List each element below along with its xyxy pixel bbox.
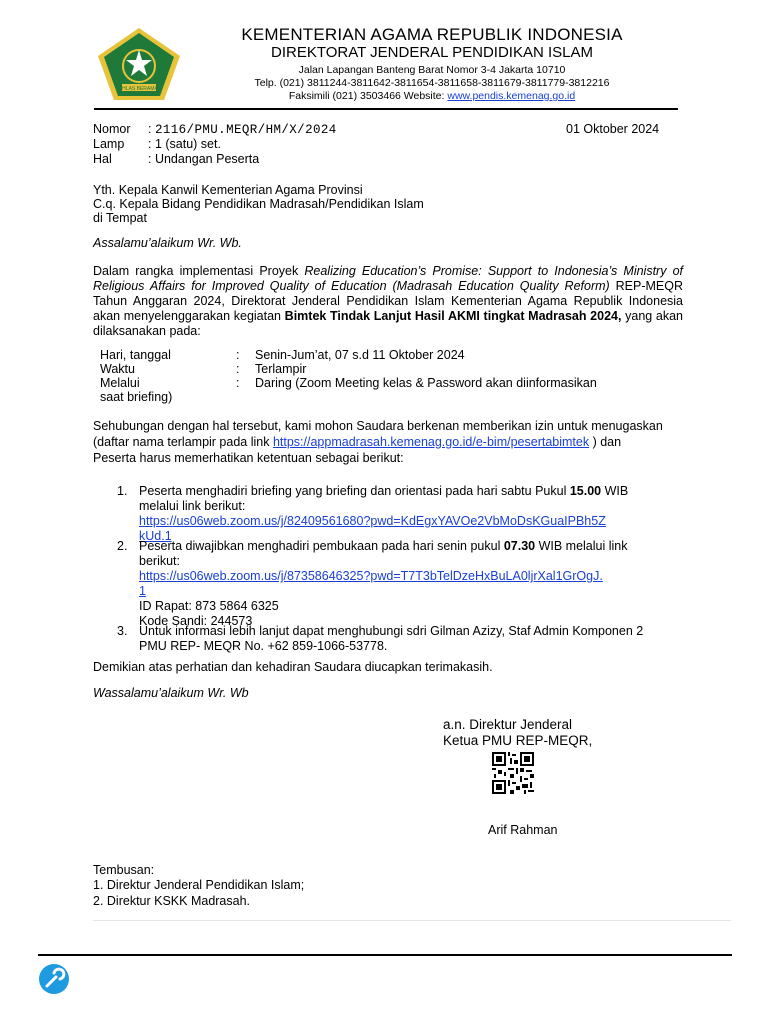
point-text: PMU REP- MEQR No. +62 859-1066-53778.	[139, 639, 388, 653]
intro-text-3: yang akan dilaksanakan pada:	[93, 309, 683, 338]
schedule-row	[100, 348, 700, 362]
letter-date: 01 Oktober 2024	[566, 122, 660, 136]
nomor-value-row: : 2116/PMU.MEQR/HM/X/2024	[148, 122, 337, 137]
opening-zoom-link[interactable]: https://us06web.zoom.us/j/87358646325?pwd=T7T3bTelDzeHxBuLA0ljrXal1GrOgJ.	[139, 569, 603, 583]
hal-label: Hal	[93, 152, 112, 166]
briefing-zoom-link-cont[interactable]: kUd.1	[139, 529, 172, 543]
header-rule	[94, 108, 678, 110]
body-line-2	[93, 435, 621, 450]
schedule-colon: :	[236, 362, 240, 376]
point-1	[117, 484, 699, 544]
signature-title-2: Ketua PMU REP-MEQR,	[443, 733, 593, 748]
intro-activity: Bimtek Tindak Lanjut Hasil AKMI tingkat Madrasah 2024,	[284, 309, 622, 323]
closing: Demikian atas perhatian dan kehadiran Saudara diucapkan terimakasih.	[93, 660, 493, 674]
schedule-label: Waktu	[100, 362, 135, 376]
signature-title-1: a.n. Direktur Jenderal	[443, 717, 573, 732]
cc-item-1: 1. Direktur Jenderal Pendidikan Islam;	[93, 878, 305, 892]
schedule-colon: :	[236, 348, 240, 362]
meeting-id: ID Rapat: 873 5864 6325	[139, 599, 279, 613]
phone: Telp. (021) 3811244-3811642-3811654-3811658-3811679-3811779-3812216	[254, 77, 610, 89]
page-end-rule	[93, 920, 731, 921]
point-text: WIB	[601, 484, 629, 498]
lamp-label: Lamp	[93, 137, 125, 151]
point-3	[117, 624, 699, 654]
schedule-colon: :	[236, 376, 240, 390]
address: Jalan Lapangan Banteng Barat Nomor 3-4 Jakarta 10710	[298, 64, 566, 76]
body-text: (daftar nama terlampir pada link	[93, 435, 273, 449]
participant-list-link[interactable]: https://appmadrasah.kemenag.go.id/e-bim/pesertabimtek	[272, 435, 590, 449]
schedule-value: Daring (Zoom Meeting kelas & Password akan diinformasikan	[255, 376, 597, 390]
schedule-table	[100, 348, 700, 404]
cc-item-2: 2. Direktur KSKK Madrasah.	[93, 894, 251, 908]
fax-label: Faksimili (021) 3503466 Website:	[288, 90, 448, 102]
intro-paragraph	[93, 264, 683, 339]
recipient-line-2: C.q. Kepala Bidang Pendidikan Madrasah/Pendidikan Islam	[93, 197, 424, 211]
intro-text-1: Dalam rangka implementasi Proyek	[93, 264, 305, 278]
point-number: 2.	[117, 539, 128, 553]
website-link[interactable]: www.pendis.kemenag.go.id	[447, 90, 576, 102]
point-number: 3.	[117, 624, 128, 638]
recipient-line-3: di Tempat	[93, 211, 147, 225]
schedule-label: Hari, tanggal	[100, 348, 171, 362]
signatory-name: Arif Rahman	[488, 823, 558, 837]
schedule-row	[100, 376, 700, 390]
point-time: 15.00	[569, 484, 602, 498]
ministry-title: KEMENTERIAN AGAMA REPUBLIK INDONESIA	[241, 25, 623, 44]
body-line-1: Sehubungan dengan hal tersebut, kami mohon Saudara berkenan memberikan izin untuk menugaskan	[93, 419, 663, 433]
point-number: 1.	[117, 484, 128, 498]
schedule-continuation: saat briefing)	[100, 390, 173, 404]
viewer-badge-icon[interactable]	[38, 963, 70, 995]
logo-motto: IKHLAS BERAMAL	[117, 86, 161, 92]
point-text: Peserta menghadiri briefing yang briefing dan orientasi pada hari sabtu Pukul	[139, 484, 570, 498]
fax-line	[190, 90, 674, 102]
opening-zoom-link-cont[interactable]: 1	[139, 584, 146, 598]
point-text: WIB melalui link	[535, 539, 628, 553]
schedule-row	[100, 362, 700, 376]
directorate-title: DIREKTORAT JENDERAL PENDIDIKAN ISLAM	[270, 44, 594, 61]
point-time: 07.30	[503, 539, 536, 553]
point-text: berikut:	[139, 554, 180, 568]
viewer-separator	[38, 954, 732, 956]
briefing-zoom-link[interactable]: https://us06web.zoom.us/j/82409561680?pwd=KdEgxYAVOe2VbMoDsKGuaIPBh5Z	[139, 514, 606, 528]
point-2	[117, 539, 699, 629]
farewell: Wassalamu’alaikum Wr. Wb	[93, 686, 249, 700]
nomor-label: Nomor	[93, 122, 131, 136]
intro-text-2: REP-MEQR Tahun Anggaran 2024, Direktorat Jenderal Pendidikan Islam Kementerian Agama Republik Indonesia akan menyelenggarakan kegiatan	[93, 279, 683, 323]
ministry-logo	[94, 26, 184, 102]
schedule-label: Melalui	[100, 376, 140, 390]
greeting: Assalamu’alaikum Wr. Wb.	[93, 236, 242, 250]
meeting-passcode: Kode Sandi: 244573	[139, 614, 253, 628]
body-text: ) dan	[589, 435, 622, 449]
cc-title: Tembusan:	[93, 863, 155, 877]
qr-code	[492, 752, 534, 794]
point-text: Peserta diwajibkan menghadiri pembukaan pada hari senin pukul	[139, 539, 504, 553]
intro-project-name: Realizing Education’s Promise: Support to Indonesia’s Ministry of Religious Affairs for Improved Quality of Education (Madrasah Education Quality Reform)	[93, 264, 684, 293]
recipient-line-1: Yth. Kepala Kanwil Kementerian Agama Provinsi	[93, 183, 363, 197]
body-line-3: Peserta harus memerhatikan ketentuan sebagai berikut:	[93, 451, 404, 465]
hal-value: : Undangan Peserta	[148, 152, 260, 166]
schedule-value: Terlampir	[255, 362, 307, 376]
lamp-value: : 1 (satu) set.	[148, 137, 221, 151]
nomor-value: 2116/PMU.MEQR/HM/X/2024	[154, 123, 337, 137]
point-text: Untuk informasi lebih lanjut dapat menghubungi sdri Gilman Azizy, Staf Admin Komponen 2	[139, 624, 644, 638]
schedule-value: Senin-Jum’at, 07 s.d 11 Oktober 2024	[255, 348, 465, 362]
point-text: melalui link berikut:	[139, 499, 246, 513]
